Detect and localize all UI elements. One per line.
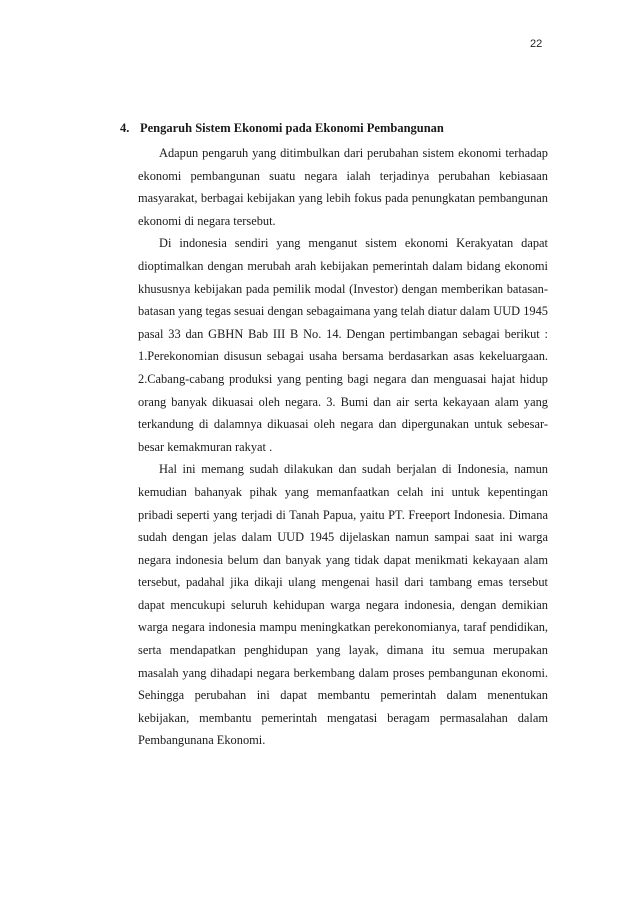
section-title: Pengaruh Sistem Ekonomi pada Ekonomi Pembangunan (140, 121, 444, 135)
paragraph-3: Hal ini memang sudah dilakukan dan sudah berjalan di Indonesia, namun kemudian bahanyak pihak yang memanfaatkan celah ini untuk kepentingan pribadi seperti yang terjadi di Tanah Papua, yaitu PT. Freeport Indonesia. Dimana sudah dengan jelas dalam UUD 1945 dijelaskan namun sampai saat ini warga negara indonesia belum dan banyak yang tidak dapat menikmati kekayaan alam tersebut, padahal jika dikaji ulang mengenai hasil dari tambang emas tersebut dapat mencukupi seluruh kehidupan warga negara indonesia, dengan demikian warga negara indonesia mampu meningkatkan perekonomianya, taraf pendidikan, serta mendapatkan penghidupan yang layak, dimana itu semua merupakan masalah yang dihadapi negara berkembang dalam proses pembangunan ekonomi. Sehingga perubahan ini dapat membantu pemerintah dalam menentukan kebijakan, membantu pemerintah mengatasi beragam permasalahan dalam Pembangunana Ekonomi. (138, 462, 548, 748)
paragraph-1: Adapun pengaruh yang ditimbulkan dari perubahan sistem ekonomi terhadap ekonomi pembangunan suatu negara ialah terjadinya perubahan kebiasaan masyarakat, berbagai kebijakan yang lebih fokus pada penungkatan pembangunan ekonomi di negara tersebut. (138, 146, 548, 228)
page-number: 22 (530, 38, 543, 50)
section-heading (120, 121, 444, 136)
paragraph-2: Di indonesia sendiri yang menganut sistem ekonomi Kerakyatan dapat dioptimalkan dengan merubah arah kebijakan pemerintah dalam bidang ekonomi khususnya kebijakan pada pemilik modal (Investor) dengan memberikan batasan-batasan yang tegas sesuai dengan sebagaimana yang telah diatur dalam UUD 1945 pasal 33 dan GBHN Bab III B No. 14. Dengan pertimbangan sebagai berikut : 1.Perekonomian disusun sebagai usaha bersama berdasarkan asas kekeluargaan. 2.Cabang-cabang produksi yang penting bagi negara dan menguasai hajat hidup orang banyak dikuasai oleh negara. 3. Bumi dan air serta kekayaan alam yang terkandung di dalamnya dikuasai oleh negara dan dipergunakan untuk sebesar-besar kemakmuran rakyat . (138, 236, 548, 454)
section-number: 4. (120, 121, 130, 135)
body-text (138, 142, 548, 752)
